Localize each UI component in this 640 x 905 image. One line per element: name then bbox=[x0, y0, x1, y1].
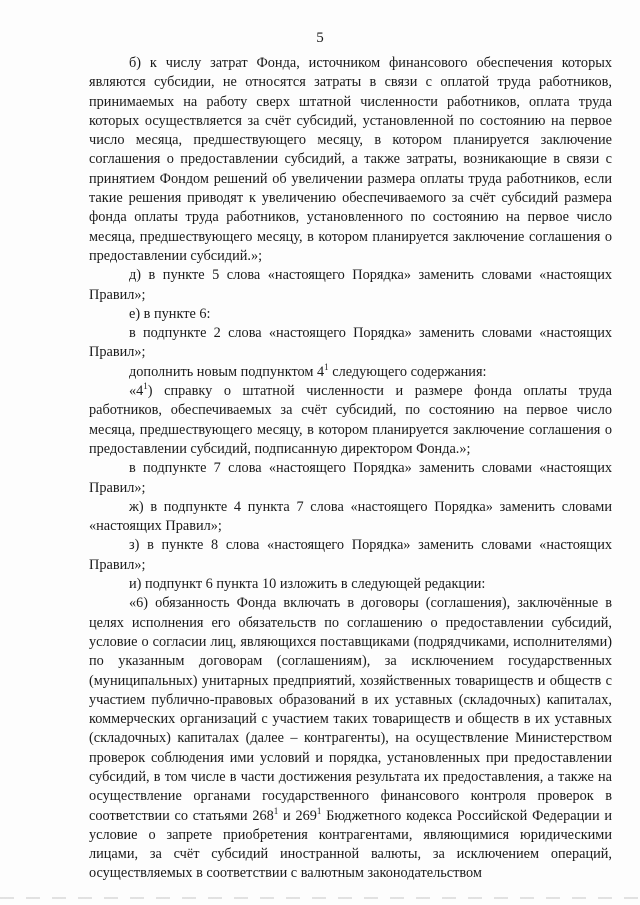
superscript: 1 bbox=[143, 381, 148, 392]
text-fragment: дополнить новым подпунктом 4 bbox=[129, 363, 325, 380]
text-fragment: «4 bbox=[129, 383, 144, 400]
paragraph-subpoint-7: в подпункте 7 слова «настоящего Порядка» заменить словами «настоящих Правил»; bbox=[89, 460, 612, 496]
superscript: 1 bbox=[273, 805, 279, 816]
paragraph-subpoint-4-1-text bbox=[89, 382, 612, 459]
text-fragment: ) справку о штатной численности и размере фонда оплаты труда работников, обеспечиваемых за счёт субсидий, по состоянию на первое число месяца, предшествующего месяцу, в котором планируется заключение соглашения о предоставлении субсидий, подписанную директором Фонда.»; bbox=[89, 383, 612, 457]
text-fragment: Бюджетного кодекса Российской Федерации и условие о запрете приобретения контрагентами, являющимися юридическими лицами, за счёт субсидий иностранной валюты, за исключением операций, осуществляемых в соответствии с валютным законодательством bbox=[89, 807, 612, 882]
paragraph-i-point-10: и) подпункт 6 пункта 10 изложить в следующей редакции: bbox=[129, 576, 486, 593]
page-number: 5 bbox=[316, 30, 324, 46]
paragraph-subpoint-2: в подпункте 2 слова «настоящего Порядка» заменить словами «настоящих Правил»; bbox=[89, 325, 612, 361]
paragraph-e-point-6: е) в пункте 6: bbox=[129, 305, 211, 322]
paragraph-subpoint-6-text bbox=[89, 594, 612, 883]
scan-edge-artifact bbox=[0, 897, 640, 899]
superscript: 1 bbox=[324, 361, 329, 372]
paragraph-zh-point-7: ж) в подпункте 4 пункта 7 слова «настоящего Порядка» заменить словами «настоящих Правил»; bbox=[89, 498, 612, 535]
text-fragment: «6) обязанность Фонда включать в договоры (соглашения), заключённые в целях исполнения его обязательств по соглашению о предоставлении субсидий, условие о согласии лиц, являющихся поставщиками (подрядчиками, исполнителями) по указанным договорам (соглашениям), за исключением государственных (муниципальных) унитарных предприятий, хозяйственных товариществ и обществ с участием публично-правовых образований в их уставных (складочных) капиталах, коммерческих организаций с участием таких товариществ и обществ в их уставных (складочных) капиталах (далее – контрагенты), на осуществление Министерством проверок соблюдения ими условий и порядка, установленных при предоставлении субсидий, в том числе в части достижения результата их предоставления, а также на осуществление органами государственного финансового контроля проверок в соответствии со статьями 268 bbox=[89, 595, 612, 824]
paragraph-d-point-5: д) в пункте 5 слова «настоящего Порядка» заменить словами «настоящих Правил»; bbox=[89, 267, 612, 303]
paragraph-add-subpoint-4-1 bbox=[89, 363, 612, 382]
text-fragment: следующего содержания: bbox=[328, 363, 487, 380]
document-body bbox=[89, 54, 612, 884]
text-fragment: и 269 bbox=[278, 807, 317, 824]
paragraph-b-costs: б) к числу затрат Фонда, источником финансового обеспечения которых являются субсидии, не относятся затраты в связи с оплатой труда работников, принимаемых на работу сверх штатной численности работников, оплата труда которых осуществляется за счёт субсидий, установленной по состоянию на первое число месяца, предшествующего месяцу, в котором планируется заключение соглашения о предоставлении субсидий, а также затраты, возникающие в связи с принятием Фондом решений об увеличении размера оплаты труда работников, если такие решения приводят к увеличению обеспечиваемого за счёт субсидий размера фонда оплаты труда работников, установленного по состоянию на первое число месяца, предшествующего месяцу, в котором планируется заключение соглашения о предоставлении субсидий.»; bbox=[89, 55, 612, 264]
paragraph-z-point-8: з) в пункте 8 слова «настоящего Порядка» заменить словами «настоящих Правил»; bbox=[89, 537, 612, 573]
superscript: 1 bbox=[316, 805, 322, 816]
